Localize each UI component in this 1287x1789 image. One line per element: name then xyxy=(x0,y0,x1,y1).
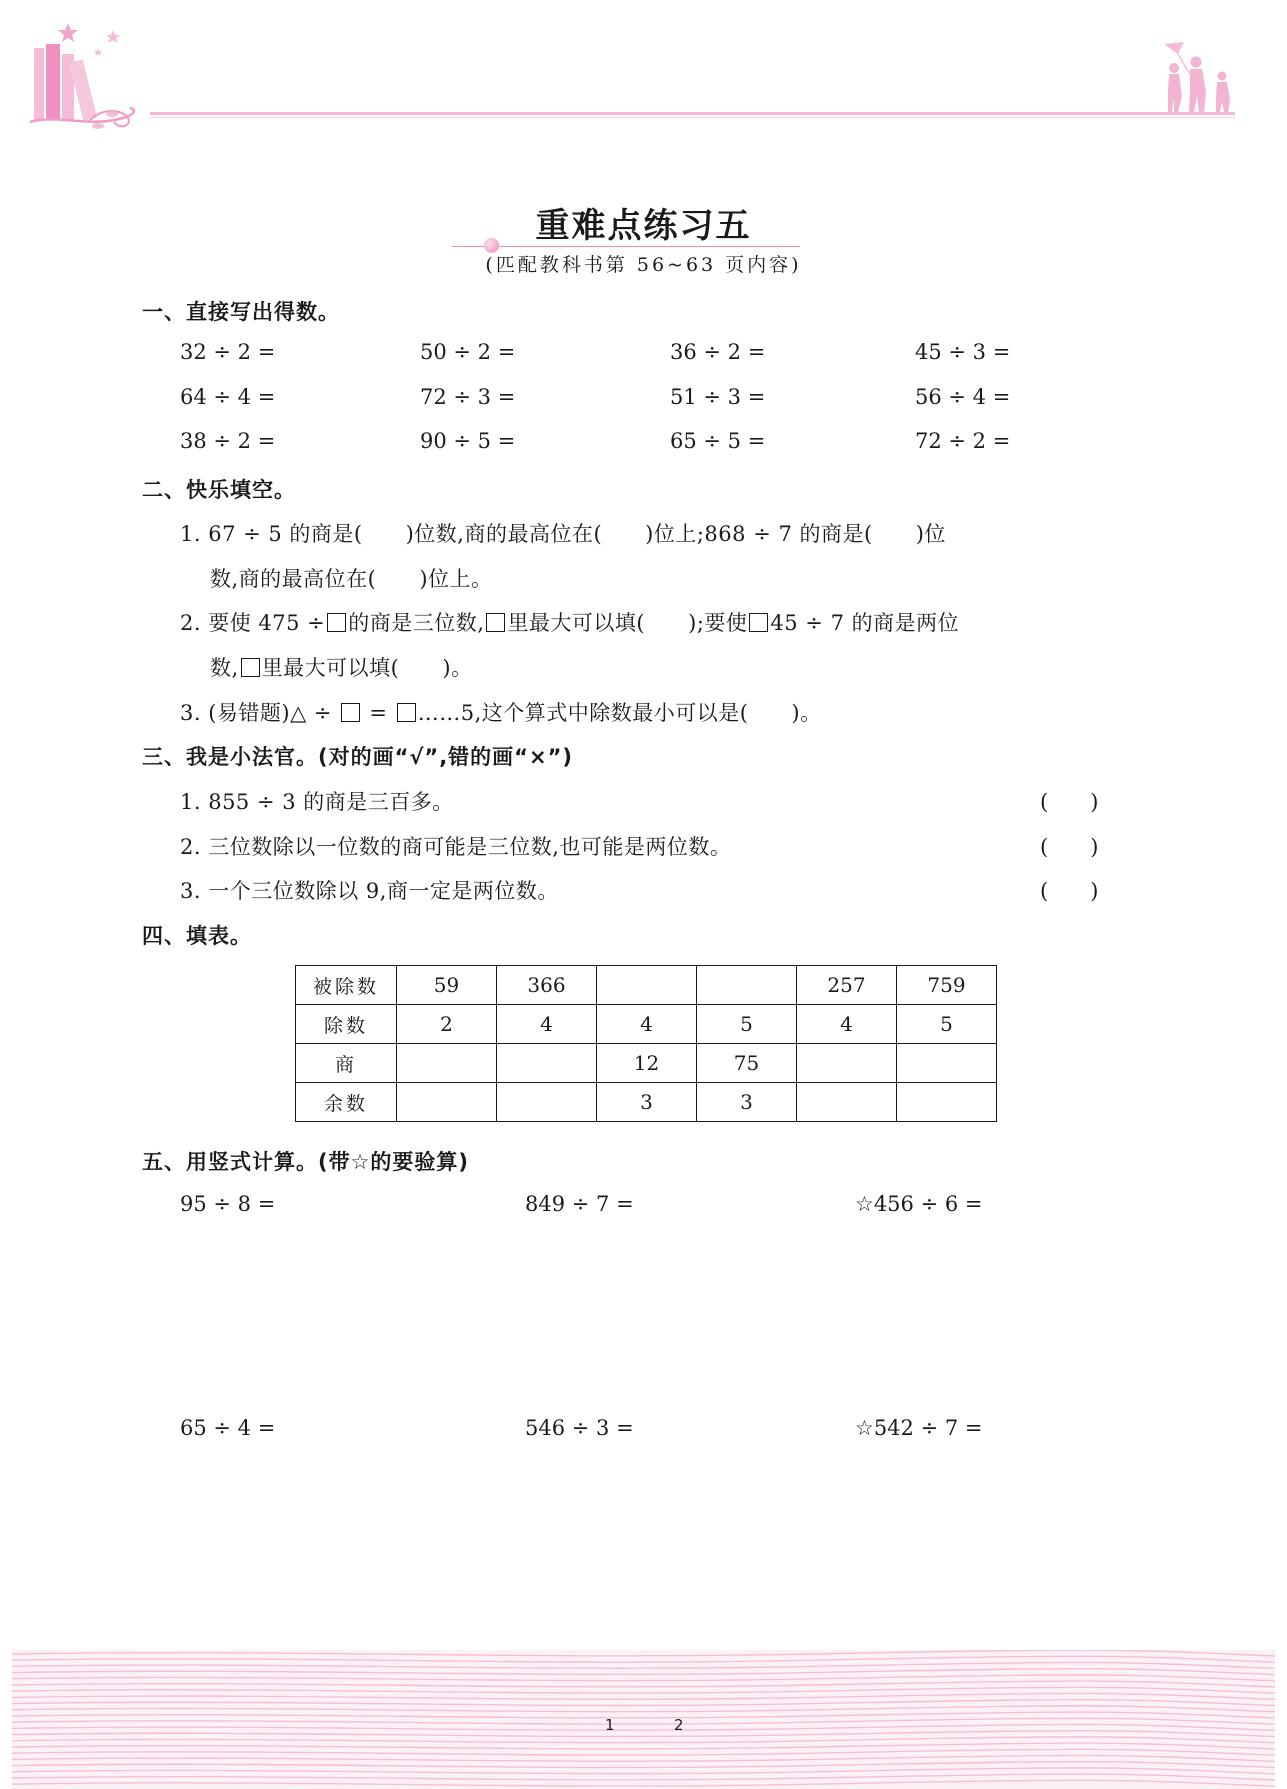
table-cell xyxy=(797,1083,897,1122)
s2-q3-text-a: 3. (易错题)△ ÷ xyxy=(180,701,333,725)
table-cell: 257 xyxy=(797,966,897,1005)
s1-expr: 51 ÷ 3 = xyxy=(670,385,766,409)
s3-item: 1. 855 ÷ 3 的商是三百多。 xyxy=(180,790,454,814)
table-cell xyxy=(597,966,697,1005)
s1-expr: 65 ÷ 5 = xyxy=(670,429,766,453)
section3-heading: 三、我是小法官。(对的画“√”,错的画“×”) xyxy=(142,745,573,769)
s2-q2-text-d: 45 ÷ 7 的商是两位 xyxy=(770,611,960,635)
answer-paren: ( ) xyxy=(1040,790,1099,814)
table-cell: 5 xyxy=(897,1005,997,1044)
blank-box-icon xyxy=(241,658,260,677)
blank-box-icon xyxy=(341,703,360,722)
table-cell: 4 xyxy=(797,1005,897,1044)
s2-q2-text-a: 2. 要使 475 ÷ xyxy=(180,611,326,635)
s2-q1-line1: 1. 67 ÷ 5 的商是( )位数,商的最高位在( )位上;868 ÷ 7 的商是( )位 xyxy=(180,522,946,546)
s1-expr: 56 ÷ 4 = xyxy=(915,385,1011,409)
s1-expr: 36 ÷ 2 = xyxy=(670,340,766,364)
table-cell: 366 xyxy=(497,966,597,1005)
s2-q2-text-c: 里最大可以填( );要使 xyxy=(507,611,748,635)
s1-expr: 45 ÷ 3 = xyxy=(915,340,1011,364)
s1-expr: 50 ÷ 2 = xyxy=(420,340,516,364)
s1-expr: 72 ÷ 3 = xyxy=(420,385,516,409)
table-cell: 3 xyxy=(697,1083,797,1122)
table-cell: 4 xyxy=(497,1005,597,1044)
s1-expr: 32 ÷ 2 = xyxy=(180,340,276,364)
table-cell: 4 xyxy=(597,1005,697,1044)
row-label: 商 xyxy=(296,1044,397,1083)
page-number-right: 2 xyxy=(674,1716,684,1734)
blank-box-icon xyxy=(397,703,416,722)
table-row xyxy=(296,1005,997,1044)
page-number-left: 1 xyxy=(605,1716,615,1734)
table-row xyxy=(296,1044,997,1083)
s5-expr: ☆542 ÷ 7 = xyxy=(855,1416,983,1440)
books-decoration-icon xyxy=(28,18,158,133)
table-row xyxy=(296,966,997,1005)
table-cell xyxy=(497,1044,597,1083)
table-cell xyxy=(897,1044,997,1083)
family-kite-silhouette-icon xyxy=(1160,40,1240,115)
table-cell xyxy=(897,1083,997,1122)
s1-expr: 64 ÷ 4 = xyxy=(180,385,276,409)
blank-box-icon xyxy=(486,613,505,632)
s1-expr: 72 ÷ 2 = xyxy=(915,429,1011,453)
page-title: 重难点练习五 xyxy=(535,206,752,246)
table-cell: 59 xyxy=(397,966,497,1005)
table-cell: 5 xyxy=(697,1005,797,1044)
row-label: 除数 xyxy=(296,1005,397,1044)
header-rule-thin xyxy=(150,117,1235,118)
answer-paren: ( ) xyxy=(1040,879,1099,903)
division-table xyxy=(295,965,997,1122)
s2-q3 xyxy=(180,697,822,727)
s1-expr: 38 ÷ 2 = xyxy=(180,429,276,453)
s5-expr: 95 ÷ 8 = xyxy=(180,1192,276,1216)
answer-paren: ( ) xyxy=(1040,835,1099,859)
table-row xyxy=(296,1083,997,1122)
row-label: 余数 xyxy=(296,1083,397,1122)
s2-q2-text-f: 里最大可以填( )。 xyxy=(261,656,473,680)
s5-expr: 849 ÷ 7 = xyxy=(525,1192,634,1216)
s3-item: 2. 三位数除以一位数的商可能是三位数,也可能是两位数。 xyxy=(180,835,732,859)
table-cell xyxy=(397,1044,497,1083)
s2-q3-text-b: = xyxy=(369,701,388,725)
s2-q2-line2 xyxy=(210,652,473,682)
s2-q2-text-b: 的商是三位数, xyxy=(348,611,485,635)
s5-expr: 65 ÷ 4 = xyxy=(180,1416,276,1440)
table-cell xyxy=(397,1083,497,1122)
section1-heading: 一、直接写出得数。 xyxy=(142,300,340,324)
table-cell xyxy=(497,1083,597,1122)
table-cell: 12 xyxy=(597,1044,697,1083)
blank-box-icon xyxy=(749,613,768,632)
table-cell xyxy=(797,1044,897,1083)
s1-expr: 90 ÷ 5 = xyxy=(420,429,516,453)
blank-box-icon xyxy=(327,613,346,632)
table-cell xyxy=(697,966,797,1005)
s2-q2-line1 xyxy=(180,607,959,637)
s2-q1-line2: 数,商的最高位在( )位上。 xyxy=(210,567,493,591)
table-cell: 75 xyxy=(697,1044,797,1083)
s2-q3-text-c: ……5,这个算式中除数最小可以是( )。 xyxy=(417,701,822,725)
table-cell: 759 xyxy=(897,966,997,1005)
s5-expr: ☆456 ÷ 6 = xyxy=(855,1192,983,1216)
row-label: 被除数 xyxy=(296,966,397,1005)
s2-q2-text-e: 数, xyxy=(210,656,239,680)
title-rule xyxy=(452,246,800,247)
section5-heading: 五、用竖式计算。(带☆的要验算) xyxy=(142,1150,470,1174)
page-subtitle: (匹配教科书第 56~63 页内容) xyxy=(485,254,802,276)
s5-expr: 546 ÷ 3 = xyxy=(525,1416,634,1440)
table-cell: 2 xyxy=(397,1005,497,1044)
table-cell: 3 xyxy=(597,1083,697,1122)
header-rule xyxy=(150,112,1235,115)
section4-heading: 四、填表。 xyxy=(142,924,252,948)
s3-item: 3. 一个三位数除以 9,商一定是两位数。 xyxy=(180,879,559,903)
section2-heading: 二、快乐填空。 xyxy=(142,478,296,502)
footer-wave-pattern xyxy=(12,1650,1275,1789)
